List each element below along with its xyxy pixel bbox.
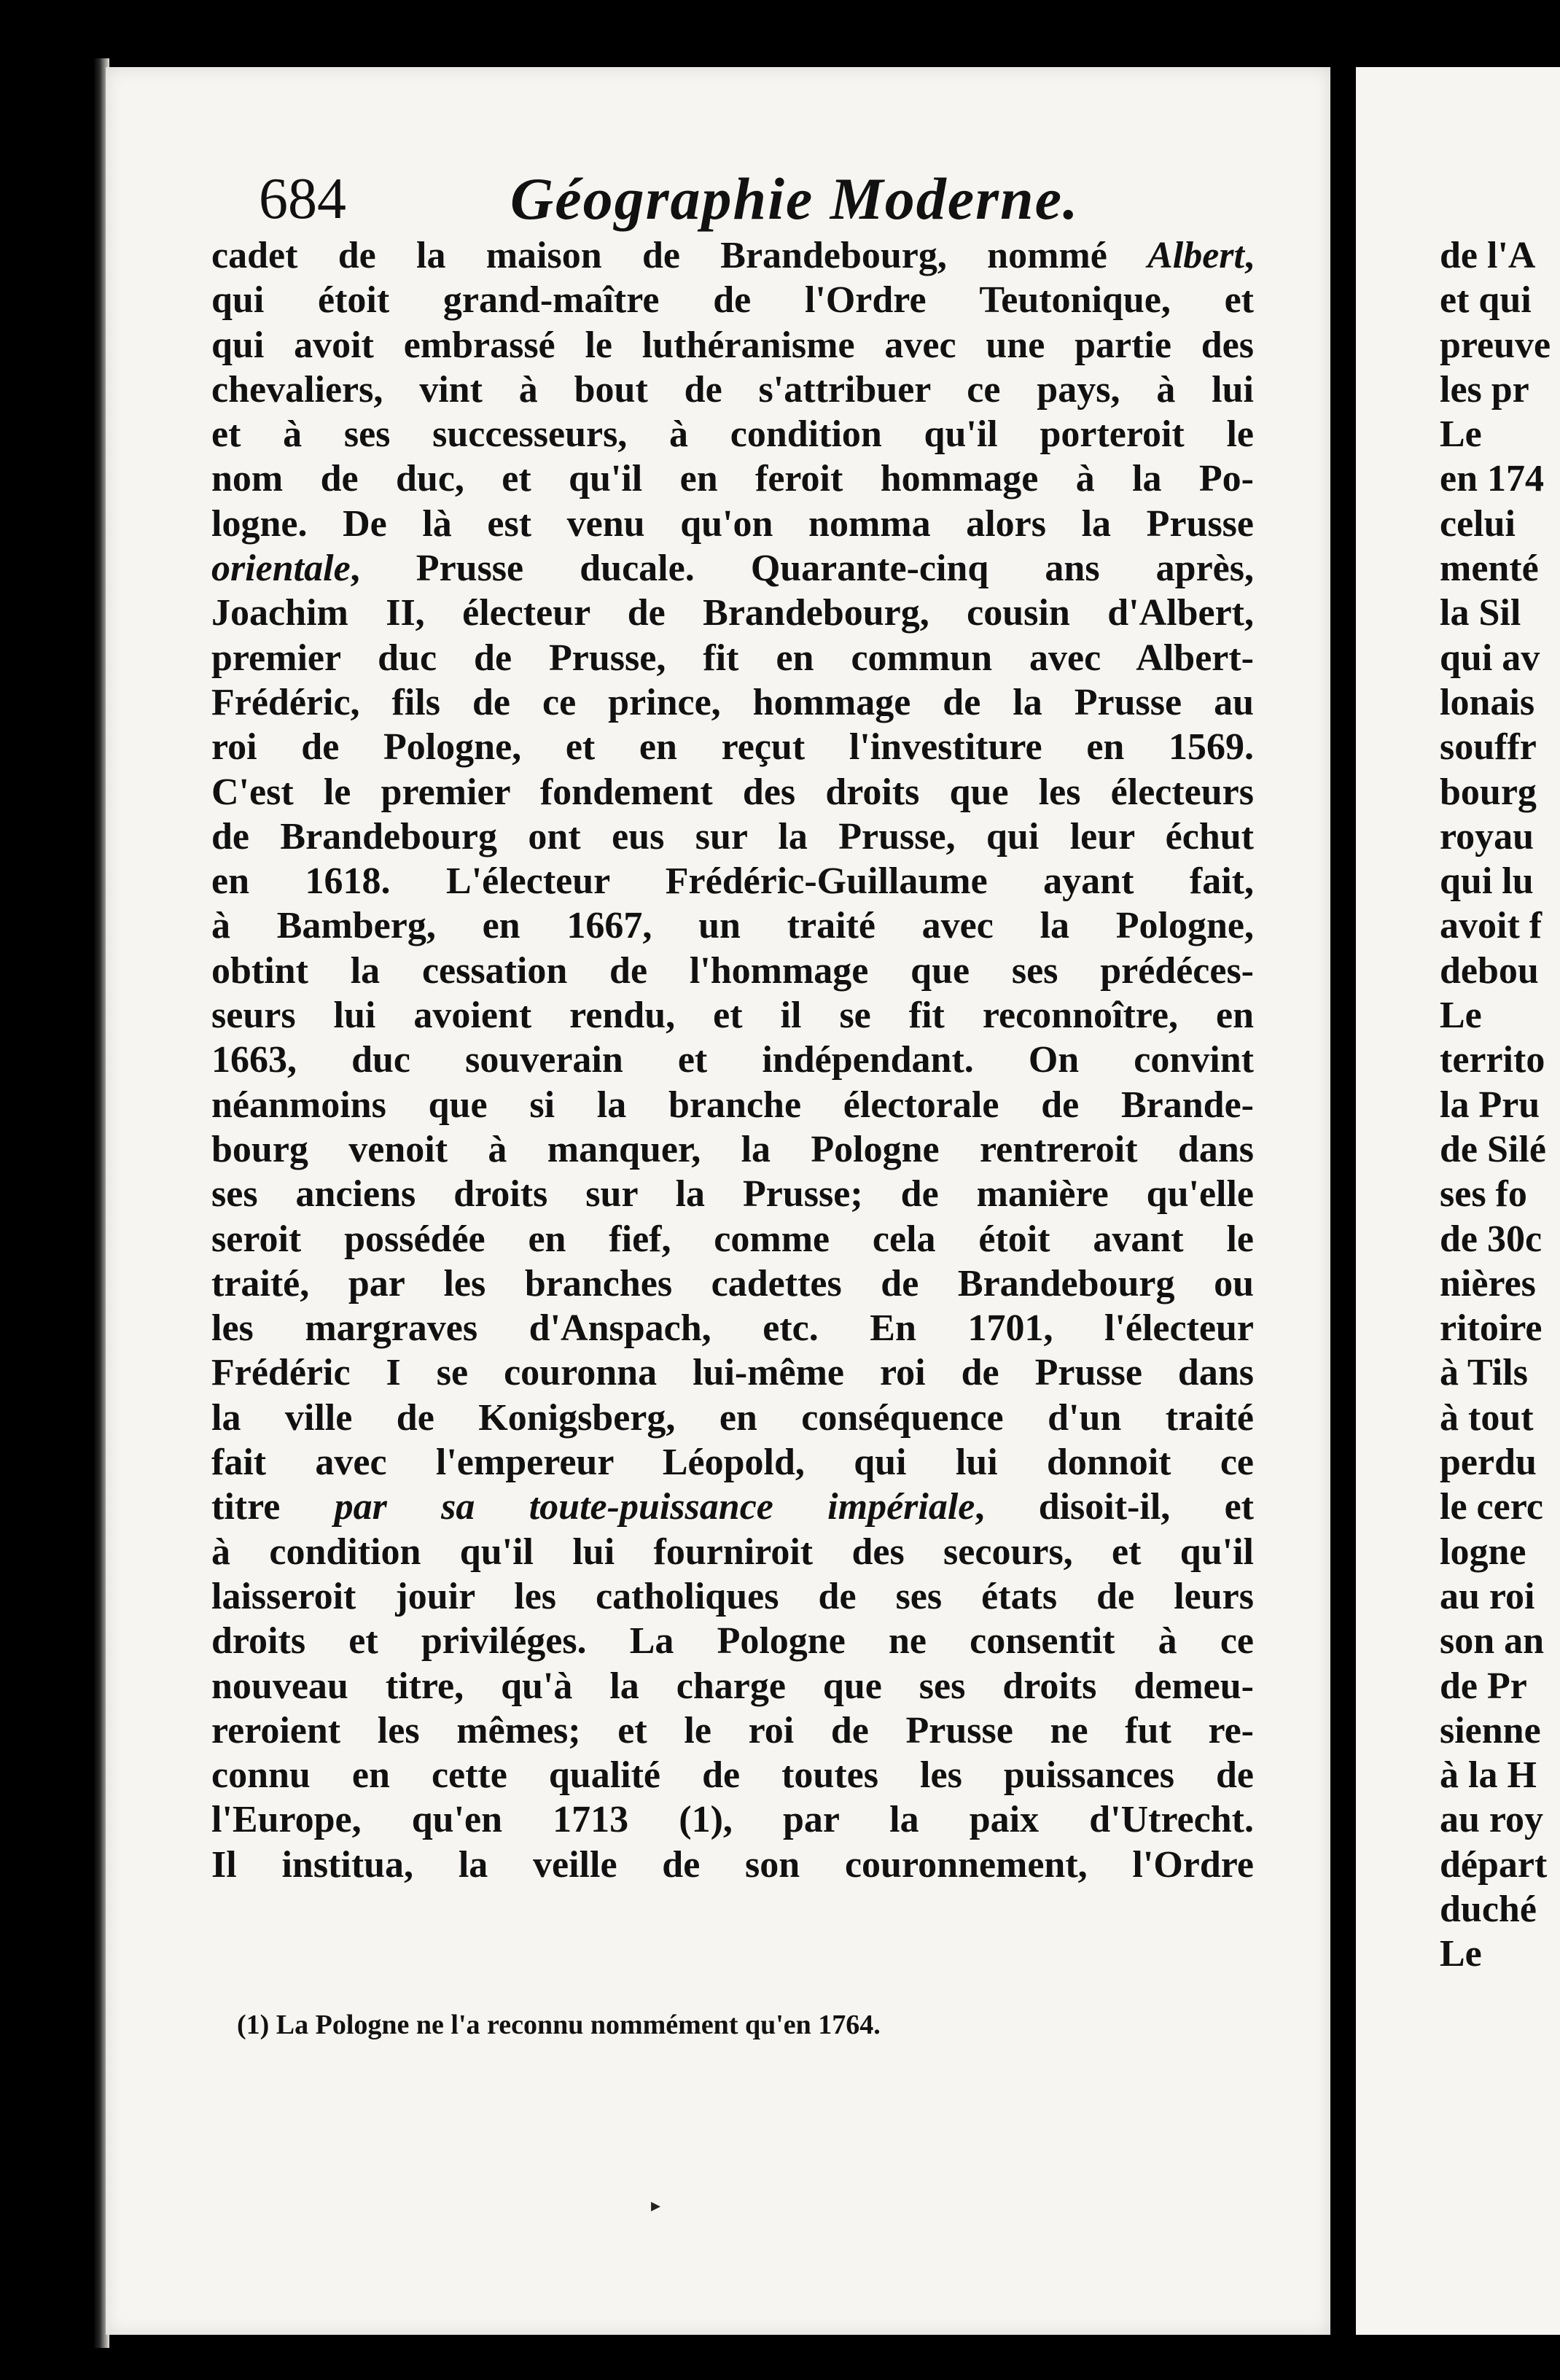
text-line: 1663, duc souverain et indépendant. On convint bbox=[211, 1039, 1254, 1081]
facing-text-line: départ bbox=[1440, 1843, 1548, 1886]
text-line: chevaliers, vint à bout de s'attribuer ce pays, à lui bbox=[211, 368, 1254, 411]
text-line: de Brandebourg ont eus sur la Prusse, qui leur échut bbox=[211, 815, 1254, 858]
text-line: Frédéric, fils de ce prince, hommage de la Prusse au bbox=[211, 681, 1254, 723]
text-line: cadet de la maison de Brandebourg, nommé Albert, bbox=[211, 235, 1254, 276]
facing-text-line: celui bbox=[1440, 502, 1516, 545]
facing-text-line: à tout bbox=[1440, 1396, 1534, 1439]
facing-text-line: Le bbox=[1440, 1933, 1482, 1975]
text-line: qui avoit embrassé le luthéranisme avec une partie des bbox=[211, 324, 1254, 366]
italic-fragment: orientale bbox=[211, 548, 351, 590]
facing-text-line: qui lu bbox=[1440, 860, 1534, 903]
text-line: les margraves d'Anspach, etc. En 1701, l'électeur bbox=[211, 1307, 1254, 1350]
running-title: Géographie Moderne. bbox=[510, 166, 1080, 232]
text-line: titre par sa toute-puissance impériale, disoit-il, et bbox=[211, 1486, 1254, 1528]
text-line: néanmoins que si la branche électorale de Brande- bbox=[211, 1084, 1254, 1126]
text-line: bourg venoit à manquer, la Pologne rentreroit dans bbox=[211, 1128, 1254, 1170]
footnote: (1) La Pologne ne l'a reconnu nommément qu'en 1764. bbox=[237, 2010, 881, 2040]
facing-text-line: avoit f bbox=[1440, 905, 1543, 947]
text-line: Joachim II, électeur de Brandebourg, cousin d'Albert, bbox=[211, 592, 1254, 634]
printer-mark: ▸ bbox=[651, 2195, 661, 2216]
text-line: premier duc de Prusse, fit en commun avec Albert- bbox=[211, 637, 1254, 679]
facing-text-line: sienne bbox=[1440, 1709, 1541, 1751]
facing-page-text bbox=[1440, 233, 1560, 1977]
text-line: reroient les mêmes; et le roi de Prusse ne fut re- bbox=[211, 1709, 1254, 1751]
facing-text-line: territo bbox=[1440, 1039, 1545, 1081]
facing-text-line: les pr bbox=[1440, 368, 1529, 411]
facing-text-line: preuve bbox=[1440, 324, 1551, 366]
facing-text-line: lonais bbox=[1440, 681, 1535, 723]
text-line: seurs lui avoient rendu, et il se fit reconnoître, en bbox=[211, 995, 1254, 1037]
facing-text-line: souffr bbox=[1440, 726, 1537, 769]
facing-text-line: qui av bbox=[1440, 637, 1540, 679]
text-line: l'Europe, qu'en 1713 (1), par la paix d'Utrecht. bbox=[211, 1799, 1254, 1841]
text-line: laisseroit jouir les catholiques de ses états de leurs bbox=[211, 1575, 1254, 1617]
text-line: logne. De là est venu qu'on nomma alors la Prusse bbox=[211, 502, 1254, 545]
text-line: et à ses successeurs, à condition qu'il porteroit le bbox=[211, 413, 1254, 456]
text-line: à condition qu'il lui fourniroit des secours, et qu'il bbox=[211, 1531, 1254, 1573]
facing-text-line: à Tils bbox=[1440, 1352, 1528, 1394]
facing-text-line: à la H bbox=[1440, 1754, 1537, 1797]
facing-text-line: Le bbox=[1440, 413, 1482, 456]
body-text bbox=[211, 233, 1254, 1887]
facing-text-line: la Pru bbox=[1440, 1084, 1540, 1126]
text-line: Il institua, la veille de son couronnement, l'Ordre bbox=[211, 1843, 1254, 1886]
facing-text-line: de l'A bbox=[1440, 235, 1536, 276]
facing-text-line: de 30c bbox=[1440, 1218, 1543, 1260]
text-line: traité, par les branches cadettes de Brandebourg ou bbox=[211, 1262, 1254, 1304]
facing-text-line: menté bbox=[1440, 548, 1539, 590]
text-line: roi de Pologne, et en reçut l'investiture en 1569. bbox=[211, 726, 1254, 769]
facing-text-line: au roy bbox=[1440, 1799, 1544, 1841]
text-line: la ville de Konigsberg, en conséquence d'un traité bbox=[211, 1396, 1254, 1439]
italic-fragment: par sa toute-puissance impériale bbox=[334, 1486, 975, 1528]
facing-text-line: duché bbox=[1440, 1888, 1537, 1930]
facing-text-line: en 174 bbox=[1440, 458, 1544, 500]
text-line: obtint la cessation de l'hommage que ses prédéces- bbox=[211, 949, 1254, 992]
facing-text-line: son an bbox=[1440, 1620, 1545, 1662]
book-gutter bbox=[1331, 67, 1356, 2335]
text-line: nom de duc, et qu'il en feroit hommage à la Po- bbox=[211, 458, 1254, 500]
text-line: droits et priviléges. La Pologne ne consentit à ce bbox=[211, 1620, 1254, 1662]
text-line: qui étoit grand-maître de l'Ordre Teutonique, et bbox=[211, 279, 1254, 322]
facing-text-line: et qui bbox=[1440, 279, 1532, 322]
facing-text-line: au roi bbox=[1440, 1575, 1535, 1617]
page-number: 684 bbox=[259, 167, 346, 231]
text-line: orientale, Prusse ducale. Quarante-cinq ans après, bbox=[211, 548, 1254, 590]
text-line: en 1618. L'électeur Frédéric-Guillaume ayant fait, bbox=[211, 860, 1254, 903]
text-line: Frédéric I se couronna lui-même roi de Prusse dans bbox=[211, 1352, 1254, 1394]
facing-text-line: le cerc bbox=[1440, 1486, 1543, 1528]
facing-text-line: ses fo bbox=[1440, 1173, 1527, 1216]
text-line: nouveau titre, qu'à la charge que ses droits demeu- bbox=[211, 1665, 1254, 1707]
facing-text-line: royau bbox=[1440, 815, 1534, 858]
facing-text-line: nières bbox=[1440, 1262, 1536, 1304]
italic-fragment: Albert bbox=[1147, 235, 1244, 276]
text-line: à Bamberg, en 1667, un traité avec la Pologne, bbox=[211, 905, 1254, 947]
facing-text-line: debou bbox=[1440, 949, 1539, 992]
facing-text-line: ritoire bbox=[1440, 1307, 1543, 1350]
text-line: fait avec l'empereur Léopold, qui lui donnoit ce bbox=[211, 1442, 1254, 1484]
text-line: C'est le premier fondement des droits que les électeurs bbox=[211, 771, 1254, 813]
facing-text-line: perdu bbox=[1440, 1442, 1537, 1484]
facing-text-line: la Sil bbox=[1440, 592, 1521, 634]
page-header bbox=[259, 159, 1309, 239]
facing-text-line: de Silé bbox=[1440, 1128, 1546, 1170]
facing-text-line: bourg bbox=[1440, 771, 1537, 813]
text-line: connu en cette qualité de toutes les puissances de bbox=[211, 1754, 1254, 1797]
facing-text-line: Le bbox=[1440, 995, 1482, 1037]
text-line: ses anciens droits sur la Prusse; de manière qu'elle bbox=[211, 1173, 1254, 1216]
facing-text-line: de Pr bbox=[1440, 1665, 1527, 1707]
text-line: seroit possédée en fief, comme cela étoit avant le bbox=[211, 1218, 1254, 1260]
facing-text-line: logne bbox=[1440, 1531, 1526, 1573]
